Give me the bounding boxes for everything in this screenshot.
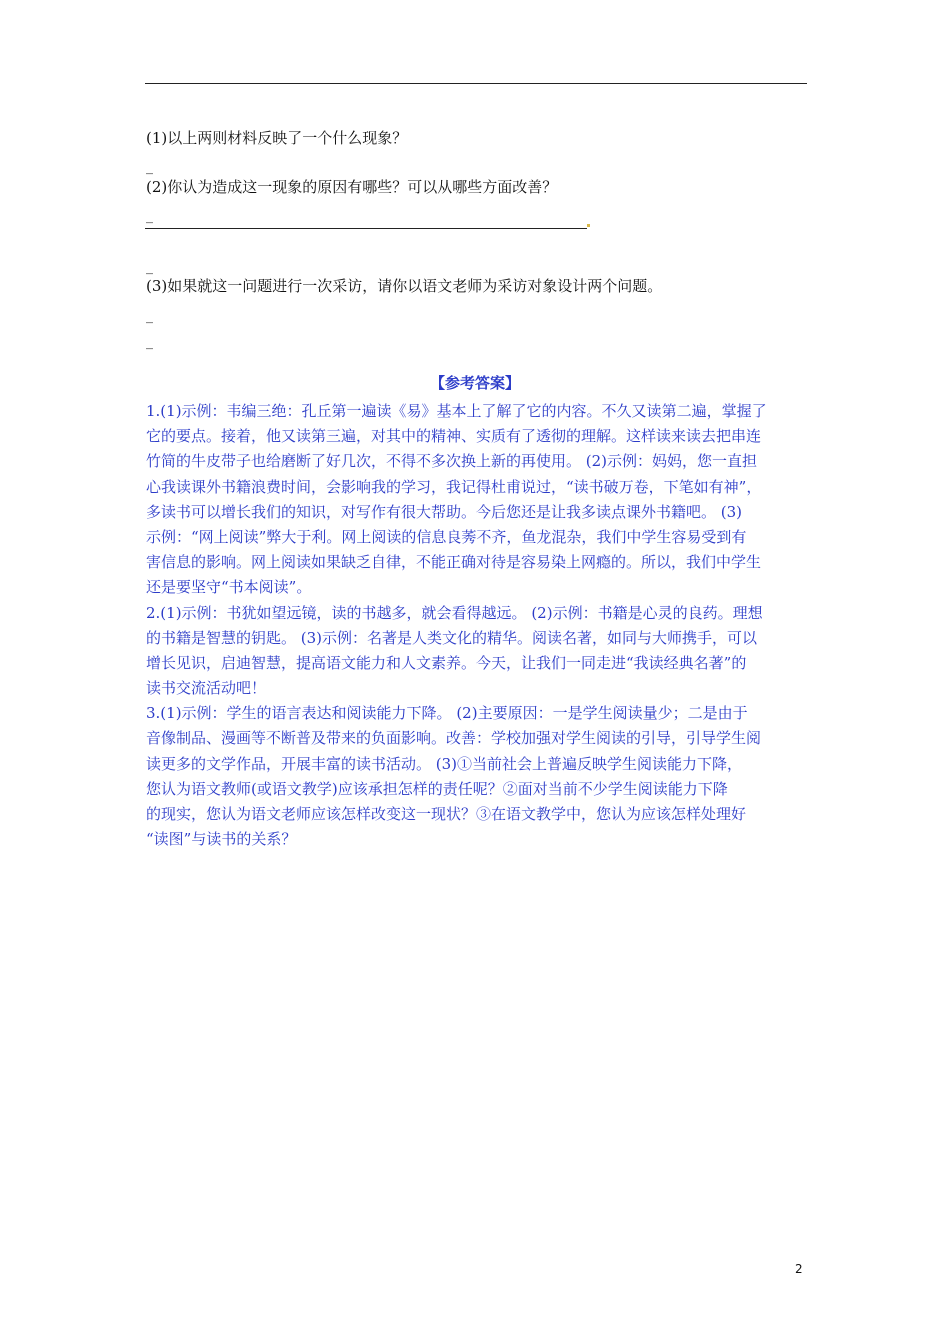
answer-line-text: 3.(1)示例：学生的语言表达和阅读能力下降。 (2)主要原因：一是学生阅读量少；二是由于 [146,704,748,723]
question-1: (1)以上两则材料反映了一个什么现象？ [146,129,408,147]
answer-line-text: 读更多的文学作品，开展丰富的读书活动。 (3)①当前社会上普遍反映学生阅读能力下降， [146,754,743,773]
answer-line-text: 心我读课外书籍浪费时间，会影响我的学习，我记得杜甫说过，“读书破万卷，下笔如有神”， [146,477,762,496]
answer-line-text: 还是要坚守“书本阅读”。 [146,578,312,597]
answer-line-text: 您认为语文教师(或语文教学)应该承担怎样的责任呢？②面对当前不少学生阅读能力下降 [146,779,728,798]
question-1-blank: _ [146,159,153,175]
answer-line-text: 示例：“网上阅读”弊大于利。网上阅读的信息良莠不齐，鱼龙混杂，我们中学生容易受到有 [146,527,747,546]
answer-line-text: 害信息的影响。网上阅读如果缺乏自律，不能正确对待是容易染上网瘾的。所以，我们中学生 [146,553,762,572]
question-2: (2)你认为造成这一现象的原因有哪些？可以从哪些方面改善？ [146,178,558,196]
answers-title: 【参考答案】 [429,374,520,392]
question-3: (3)如果就这一问题进行一次采访，请你以语文老师为采访对象设计两个问题。 [146,277,663,295]
question-3-blank: _ [146,334,153,350]
answer-line-text: 读书交流活动吧！ [146,679,267,698]
answer-line-text: “读图”与读书的关系？ [146,830,297,849]
answer-line-text: 竹简的牛皮带子也给磨断了好几次，不得不多次换上新的再使用。 (2)示例：妈妈，您一直担 [146,452,758,471]
answer-line [145,228,587,229]
answer-line-text: 2.(1)示例：书犹如望远镜，读的书越多，就会看得越远。 (2)示例：书籍是心灵的良药。理想 [146,603,763,622]
question-2-blank: _ [146,259,153,275]
answer-line-text: 多读书可以增长我们的知识，对写作有很大帮助。今后您还是让我多读点课外书籍吧。 (3) [146,502,743,521]
dot-mark [587,224,590,227]
answer-line-text: 它的要点。接着，他又读第三遍，对其中的精神、实质有了透彻的理解。这样读来读去把串连 [146,427,762,446]
answers-body [146,399,808,852]
answer-line-top [145,83,807,84]
question-2-blank: _ [146,208,153,224]
answer-line-text: 1.(1)示例：韦编三绝：孔丘第一遍读《易》基本上了解了它的内容。不久又读第二遍，掌握了 [146,402,767,420]
answer-line-text: 的书籍是智慧的钥匙。 (3)示例：名著是人类文化的精华。阅读名著，如同与大师携手，可以 [146,628,758,647]
page-number: 2 [795,1262,803,1276]
question-3-blank: _ [146,308,153,324]
answer-line-text: 的现实，您认为语文老师应该怎样改变这一现状？③在语文教学中，您认为应该怎样处理好 [146,805,747,823]
answer-line-text: 增长见识，启迪智慧，提高语文能力和人文素养。今天，让我们一同走进“我读经典名著”的 [146,653,747,672]
answer-line-text: 音像制品、漫画等不断普及带来的负面影响。改善：学校加强对学生阅读的引导，引导学生阅 [146,729,762,748]
